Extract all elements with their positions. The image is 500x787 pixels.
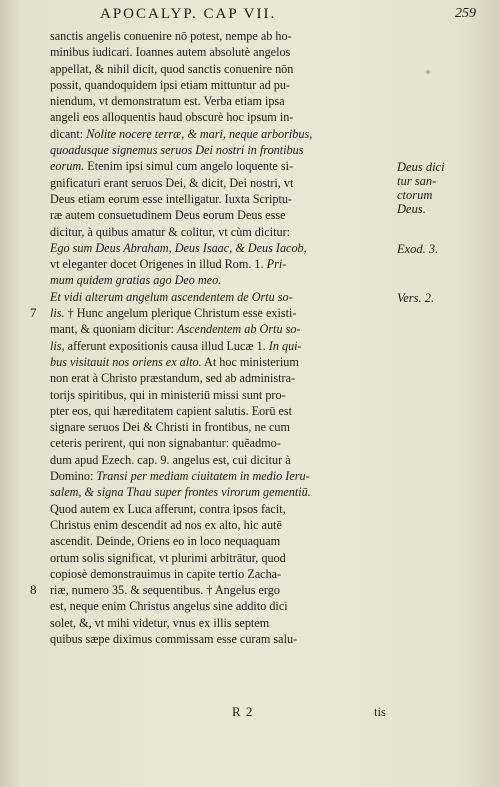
text-line xyxy=(50,533,392,549)
text-line xyxy=(50,501,392,517)
text-line xyxy=(50,615,392,631)
gloss-line: ctorum xyxy=(397,188,433,203)
italic-text: eorum. xyxy=(50,159,85,174)
roman-text: Etenim ipsi simul cum angelo loquente si- xyxy=(84,159,294,174)
text-line xyxy=(50,354,392,370)
text-line xyxy=(50,370,392,386)
roman-text: ascendit. Deinde, Oriens eo in loco nequaquam xyxy=(50,534,281,549)
roman-text: ortum solis significat, vt plurimi arbitrātur, quod xyxy=(50,550,286,565)
roman-text: † Hunc angelum plerique Christum esse existi- xyxy=(64,306,297,321)
text-line xyxy=(50,419,392,435)
roman-text: pter eos, qui hæreditatem capient salutis. Eorū est xyxy=(50,403,292,418)
roman-text: ræ autem consuetudinem Deus eorum Deus esse xyxy=(50,208,286,223)
text-line xyxy=(50,566,392,582)
text-line xyxy=(50,224,392,240)
verse-number: 7 xyxy=(30,305,37,321)
text-line xyxy=(50,109,392,125)
text-line xyxy=(50,61,392,77)
roman-text: appellat, & nihil dicit, quod sanctis conuenire nōn xyxy=(50,61,294,76)
roman-text: ceteris perirent, qui non signabantur: quẽadmo- xyxy=(50,436,281,451)
text-line xyxy=(50,28,392,44)
catchword: tis xyxy=(374,705,386,719)
italic-text: lis. xyxy=(50,306,65,321)
roman-text: vt eleganter docet Origenes in illud Rom. 1. xyxy=(50,257,267,272)
roman-text: Domino: xyxy=(50,469,97,484)
italic-text: Nolite nocere terræ, & mari, neque arboribus, xyxy=(86,126,313,141)
text-line xyxy=(50,468,392,484)
text-line xyxy=(50,289,392,305)
gloss-line: tur san- xyxy=(397,174,437,189)
text-line xyxy=(50,598,392,614)
roman-text: non erat à Christo præstandum, sed ab administra- xyxy=(50,371,296,386)
page-header xyxy=(0,4,500,24)
text-line xyxy=(50,582,392,598)
text-line xyxy=(50,240,392,256)
text-line xyxy=(50,631,392,647)
gloss-line: Deus dici xyxy=(397,160,445,175)
margin-gloss xyxy=(397,242,497,256)
text-line xyxy=(50,256,392,272)
roman-text: est, neque enim Christus angelus sine addito dici xyxy=(50,599,288,614)
italic-text: Et vidi alterum angelum ascendentem de Ortu so- xyxy=(50,289,293,304)
roman-text: dicant: xyxy=(50,126,87,141)
text-line xyxy=(50,338,392,354)
roman-text: possit, quandoquidem ipsi etiam mittuntur ad pu- xyxy=(50,77,291,92)
roman-text: dicitur, à quibus amatur & colitur, vt cùm dicitur: xyxy=(50,224,291,239)
signature-mark: R 2 xyxy=(232,704,254,719)
roman-text: torijs spiritibus, qui in ministeriū missi sunt pro- xyxy=(50,387,286,402)
roman-text: At hoc ministerium xyxy=(201,354,299,369)
gloss-line: Deus. xyxy=(397,202,426,217)
text-line xyxy=(50,403,392,419)
margin-gloss xyxy=(397,291,497,305)
roman-text: angeli eos alloquentis haud obscurè hoc ipsum in- xyxy=(50,110,294,125)
text-line xyxy=(50,126,392,142)
text-line xyxy=(50,44,392,60)
roman-text: afferunt expositionis causa illud Lucæ 1. xyxy=(64,338,269,353)
text-line xyxy=(50,175,392,191)
italic-text: Ascendentem ab Ortu so- xyxy=(176,322,301,337)
running-head: APOCALYP. CAP VII. xyxy=(100,6,277,22)
margin-gloss xyxy=(397,160,497,216)
italic-text: Ego sum Deus Abraham, Deus Isaac, & Deus Iacob, xyxy=(50,240,307,255)
italic-text: bus visitauit nos oriens ex alto. xyxy=(50,354,202,369)
verse-number: 8 xyxy=(30,582,37,598)
text-line xyxy=(50,452,392,468)
italic-text: mum quidem gratias ago Deo meo. xyxy=(50,273,222,288)
text-line xyxy=(50,305,392,321)
body-text xyxy=(50,28,392,647)
text-line xyxy=(50,142,392,158)
roman-text: niendum, vt demonstratum est. Verba etiam ipsa xyxy=(50,94,285,109)
roman-text: copiosè demonstrauimus in capite tertio Zacha- xyxy=(50,566,282,581)
roman-text: dum apud Ezech. cap. 9. angelus est, cui dicitur à xyxy=(50,452,291,467)
roman-text: Deus etiam eorum esse intelligatur. Iuxta Scriptu- xyxy=(50,191,292,206)
roman-text: Christus enim descendit ad nos ex alto, hic autē xyxy=(50,517,282,532)
roman-text: minibus iudicari. Ioannes autem absolutè angelos xyxy=(50,45,291,60)
roman-text: mant, & quoniam dicitur: xyxy=(50,322,177,337)
text-line xyxy=(50,207,392,223)
paper-spot xyxy=(426,70,430,74)
text-line xyxy=(50,93,392,109)
text-line xyxy=(50,77,392,93)
italic-text: salem, & signa Thau super frontes virorum gementiū. xyxy=(50,485,311,500)
roman-text: signare seruos Dei & Christi in frontibus, ne cum xyxy=(50,420,290,435)
text-line xyxy=(50,191,392,207)
gloss-line: Exod. 3. xyxy=(397,241,439,256)
text-line xyxy=(50,387,392,403)
text-line xyxy=(50,484,392,500)
roman-text: gnificaturi erant seruos Dei, & dicit, Dei nostri, vt xyxy=(50,175,294,190)
text-line xyxy=(50,517,392,533)
italic-text: lis, xyxy=(50,338,65,353)
italic-text: In qui- xyxy=(268,338,302,353)
text-line xyxy=(50,158,392,174)
italic-text: Transi per mediam ciuitatem in medio Ieru- xyxy=(96,469,310,484)
gloss-line: Vers. 2. xyxy=(397,290,435,305)
italic-text: Pri- xyxy=(266,257,287,272)
roman-text: riæ, numero 35. & sequentibus. † Angelus ergo xyxy=(50,583,280,598)
text-line xyxy=(50,435,392,451)
roman-text: solet, &, vt mihi videtur, vnus ex illis septem xyxy=(50,615,270,630)
page-number: 259 xyxy=(455,6,476,21)
text-line xyxy=(50,550,392,566)
italic-text: quoadusque signemus seruos Dei nostri in frontibus xyxy=(50,143,304,158)
roman-text: quibus sæpe diximus commissam esse curam salu- xyxy=(50,631,298,646)
text-line xyxy=(50,321,392,337)
roman-text: Quod autem ex Luca afferunt, contra ipsos facit, xyxy=(50,501,286,516)
roman-text: sanctis angelis conuenire nō potest, nempe ab ho- xyxy=(50,29,292,43)
text-line xyxy=(50,272,392,288)
